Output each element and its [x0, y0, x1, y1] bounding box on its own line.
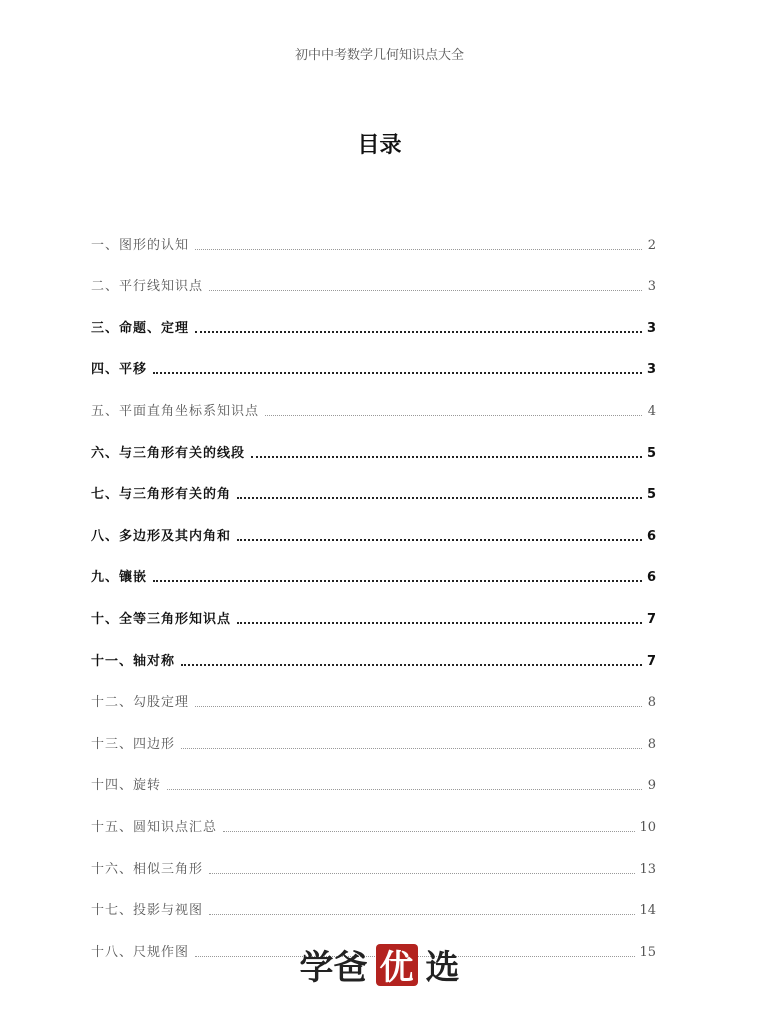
toc-entry-page: 7: [646, 611, 656, 627]
toc-entry-label: 八、多边形及其内角和: [91, 528, 232, 544]
toc-entry[interactable]: [91, 599, 656, 641]
toc-leader-dots: [195, 705, 642, 707]
toc-leader-dots: [237, 538, 642, 541]
toc-leader-dots: [181, 663, 642, 666]
toc-entry[interactable]: [91, 558, 656, 600]
toc-entry-page: 13: [639, 861, 656, 877]
toc-entry-page: 10: [639, 819, 656, 835]
watermark-text-2: 选: [425, 948, 460, 988]
toc-leader-dots: [223, 830, 635, 832]
toc-entry[interactable]: [91, 433, 656, 475]
page-header: 初中中考数学几何知识点大全: [294, 48, 464, 63]
toc-entry-page: 8: [647, 695, 656, 711]
toc-entry-page: 3: [646, 320, 656, 336]
toc-entry-page: 6: [646, 570, 656, 586]
toc-leader-dots: [237, 496, 642, 499]
toc-entry-page: 15: [639, 944, 656, 960]
toc-entry[interactable]: [91, 807, 656, 849]
toc-entry[interactable]: [91, 891, 656, 933]
toc-entry[interactable]: [91, 516, 656, 558]
toc-leader-dots: [153, 579, 642, 582]
toc-leader-dots: [195, 330, 642, 333]
toc-entry[interactable]: [91, 350, 656, 392]
toc-entry-label: 一、图形的认知: [91, 237, 190, 253]
toc-entry-label: 十二、勾股定理: [91, 695, 190, 711]
toc-entry-page: 2: [647, 237, 656, 253]
toc-entry-label: 五、平面直角坐标系知识点: [91, 403, 260, 419]
toc-leader-dots: [209, 913, 635, 915]
toc-entry-page: 3: [647, 279, 656, 295]
toc-entry[interactable]: [91, 683, 656, 725]
toc-entry-page: 5: [646, 445, 656, 461]
toc-leader-dots: [251, 455, 642, 458]
toc-entry-label: 十八、尺规作图: [91, 944, 190, 960]
toc-entry-label: 十、全等三角形知识点: [91, 611, 232, 627]
toc-leader-dots: [181, 747, 642, 749]
toc-entry-label: 十七、投影与视图: [91, 903, 204, 919]
toc-entry[interactable]: [91, 641, 656, 683]
toc-entry-page: 6: [646, 528, 656, 544]
toc-leader-dots: [265, 414, 642, 416]
toc-entry-label: 七、与三角形有关的角: [91, 487, 232, 503]
toc-entry[interactable]: [91, 475, 656, 517]
toc-entry-label: 十五、圆知识点汇总: [91, 819, 218, 835]
toc-entry-label: 十四、旋转: [91, 778, 162, 794]
toc-entry-label: 十三、四边形: [91, 736, 176, 752]
watermark-text-1: 学爸: [299, 948, 368, 988]
toc-entry[interactable]: [91, 849, 656, 891]
watermark-logo: [0, 940, 759, 989]
toc-entry-page: 8: [647, 736, 656, 752]
toc-entry-label: 六、与三角形有关的线段: [91, 445, 246, 461]
toc-entry-page: 5: [646, 487, 656, 503]
toc-entry[interactable]: [91, 766, 656, 808]
toc-entry[interactable]: [91, 724, 656, 766]
table-of-contents: [91, 225, 656, 974]
toc-leader-dots: [209, 872, 635, 874]
watermark-seal: 优: [376, 944, 418, 986]
page-title: 目录: [357, 133, 402, 158]
toc-entry[interactable]: [91, 267, 656, 309]
toc-entry[interactable]: [91, 391, 656, 433]
toc-leader-dots: [153, 371, 642, 374]
toc-leader-dots: [237, 621, 642, 624]
toc-entry-page: 14: [639, 903, 656, 919]
toc-entry[interactable]: [91, 308, 656, 350]
toc-leader-dots: [167, 788, 642, 790]
toc-leader-dots: [209, 289, 642, 291]
toc-entry-label: 四、平移: [91, 362, 148, 378]
toc-entry-label: 十六、相似三角形: [91, 861, 204, 877]
toc-entry-page: 3: [646, 362, 656, 378]
toc-entry-label: 三、命题、定理: [91, 320, 190, 336]
toc-entry-label: 十一、轴对称: [91, 653, 176, 669]
toc-entry[interactable]: [91, 225, 656, 267]
toc-entry-page: 4: [647, 403, 656, 419]
toc-entry-page: 9: [647, 778, 656, 794]
toc-entry-label: 二、平行线知识点: [91, 279, 204, 295]
toc-leader-dots: [195, 248, 642, 250]
toc-entry-page: 7: [646, 653, 656, 669]
toc-entry-label: 九、镶嵌: [91, 570, 148, 586]
